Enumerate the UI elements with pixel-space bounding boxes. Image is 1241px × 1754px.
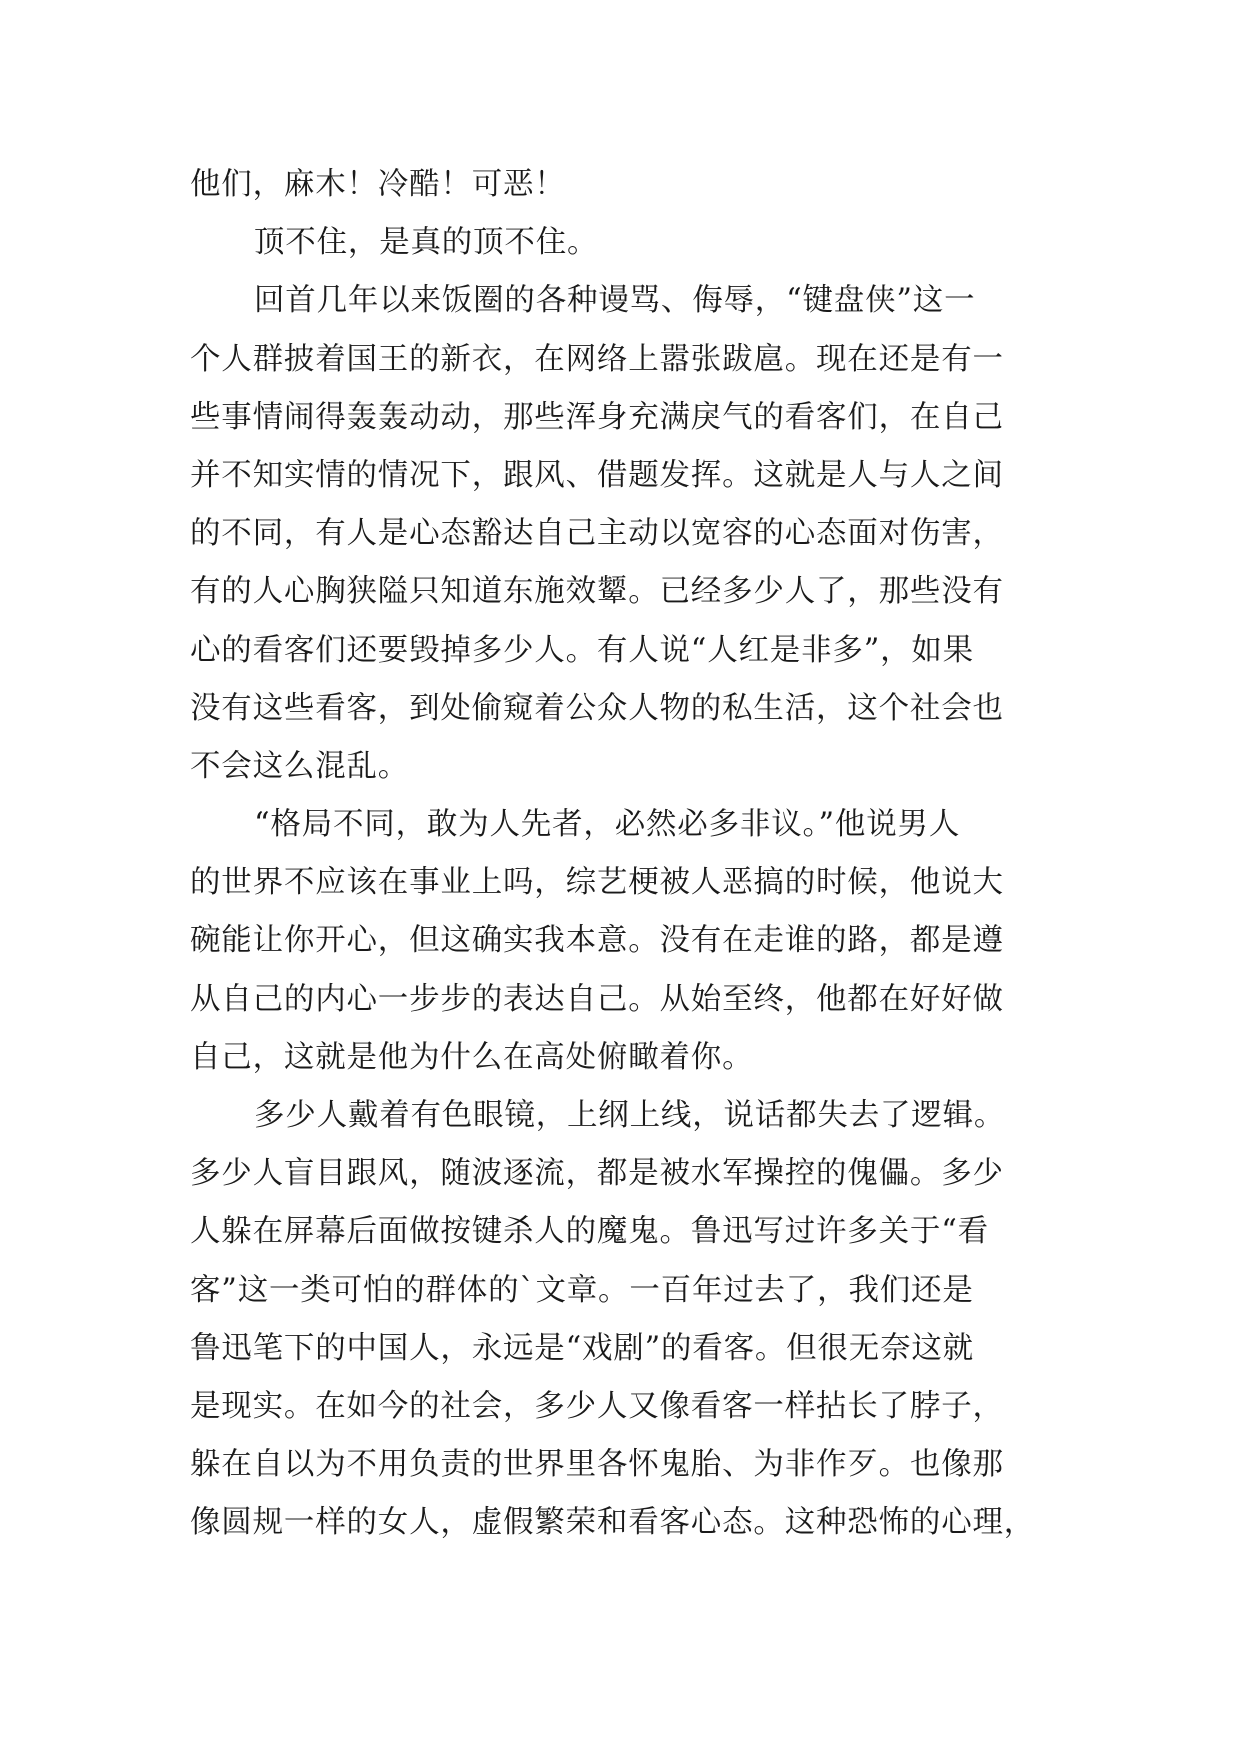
text-line: 从自己的内心一步步的表达自己。从始至终，他都在好好做 <box>190 981 1004 1017</box>
text-line: 是现实。在如今的社会，多少人又像看客一样拈长了脖子， <box>190 1388 1004 1424</box>
body-text <box>190 156 1070 1553</box>
text-line: 并不知实情的情况下，跟风、借题发挥。这就是人与人之间 <box>190 457 1004 493</box>
text-line: 像圆规一样的女人，虚假繁荣和看客心态。这种恐怖的心理， <box>190 1505 1036 1541</box>
text-line: 有的人心胸狭隘只知道东施效颦。已经多少人了，那些没有 <box>190 574 1004 610</box>
text-line: 的不同，有人是心态豁达自己主动以宽容的心态面对伤害， <box>190 516 1004 552</box>
text-line: “格局不同，敢为人先者，必然必多非议。”他说男人 <box>254 807 961 843</box>
text-line: 的世界不应该在事业上吗，综艺梗被人恶搞的时候，他说大 <box>190 865 1004 901</box>
text-line: 回首几年以来饭圈的各种谩骂、侮辱，“键盘侠”这一 <box>254 283 976 319</box>
text-line: 客”这一类可怕的群体的`文章。一百年过去了，我们还是 <box>190 1272 974 1308</box>
text-line: 不会这么混乱。 <box>190 748 410 784</box>
text-line: 他们，麻木！冷酷！可恶！ <box>190 167 566 202</box>
text-line: 碗能让你开心，但这确实我本意。没有在走谁的路，都是遵 <box>190 923 1004 959</box>
text-line: 心的看客们还要毁掉多少人。有人说“人红是非多”，如果 <box>190 632 974 668</box>
text-line: 鲁迅笔下的中国人，永远是“戏剧”的看客。但很无奈这就 <box>190 1330 974 1366</box>
text-line: 顶不住，是真的顶不住。 <box>254 225 599 261</box>
text-line: 个人群披着国王的新衣，在网络上嚣张跋扈。现在还是有一 <box>190 341 1004 377</box>
text-line: 多少人盲目跟风，随波逐流，都是被水军操控的傀儡。多少 <box>190 1156 1004 1192</box>
text-line: 没有这些看客，到处偷窥着公众人物的私生活，这个社会也 <box>190 690 1004 726</box>
text-line: 些事情闹得轰轰动动，那些浑身充满戾气的看客们，在自己 <box>190 399 1004 435</box>
text-line: 躲在自以为不用负责的世界里各怀鬼胎、为非作歹。也像那 <box>190 1447 1004 1483</box>
text-line: 多少人戴着有色眼镜，上纲上线，说话都失去了逻辑。 <box>254 1098 1006 1133</box>
text-line: 人躲在屏幕后面做按键杀人的魔鬼。鲁迅写过许多关于“看 <box>190 1214 989 1250</box>
text-line: 自己，这就是他为什么在高处俯瞰着你。 <box>190 1039 754 1075</box>
